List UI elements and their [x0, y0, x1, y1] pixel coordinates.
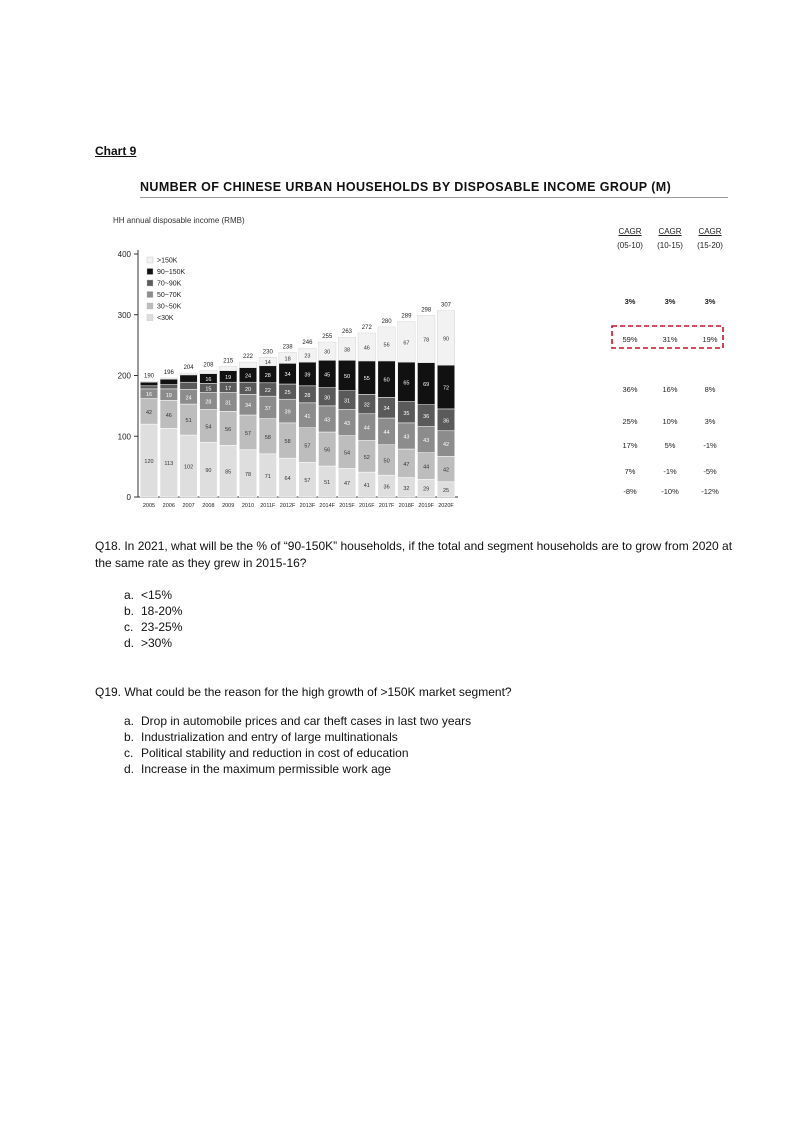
segment-label: 36: [442, 418, 450, 425]
cagr-value: 10%: [662, 417, 678, 426]
segment-label: 17: [225, 385, 232, 392]
q19-option-b[interactable]: [124, 730, 398, 744]
bar-segment: [160, 385, 178, 389]
segment-label: 18: [284, 356, 291, 363]
q19-text: Q19. What could be the reason for the high growth of >150K market segment?: [95, 685, 512, 699]
segment-label: 37: [264, 405, 271, 412]
cagr-value: 5%: [664, 441, 676, 450]
segment-label: 42: [145, 409, 153, 416]
segment-label: 41: [363, 483, 370, 490]
segment-label: 64: [284, 476, 291, 483]
segment-label: 35: [403, 410, 410, 417]
bar-segment: [219, 366, 237, 370]
cagr-value: -10%: [661, 487, 679, 496]
segment-label: 113: [164, 461, 174, 468]
option-letter: d.: [124, 762, 135, 776]
cagr-header-label: CAGR: [658, 227, 682, 236]
y-tick-label: 400: [117, 250, 131, 259]
segment-label: 19: [165, 393, 172, 400]
segment-label: 34: [244, 403, 252, 410]
bar-total: 204: [183, 365, 194, 372]
segment-label: 43: [423, 438, 430, 445]
cagr-value: -1%: [663, 467, 677, 476]
cagr-value: 19%: [702, 335, 718, 344]
segment-label: 56: [324, 447, 331, 454]
segment-label: 44: [383, 429, 390, 436]
cagr-value: 36%: [622, 385, 638, 394]
segment-label: 39: [304, 372, 311, 379]
bar-segment: [180, 373, 198, 375]
x-tick-label: 2011F: [260, 503, 276, 509]
bar-total: 307: [440, 302, 452, 309]
x-tick-label: 2015F: [339, 503, 355, 509]
segment-label: 41: [304, 413, 311, 420]
segment-label: 30: [324, 349, 331, 356]
bar-segment: [160, 378, 178, 379]
option-text: 18-20%: [141, 604, 183, 618]
segment-label: 78: [423, 337, 430, 344]
cagr-value: 17%: [622, 441, 638, 450]
segment-label: 56: [383, 342, 390, 349]
x-tick-label: 2012F: [279, 503, 296, 509]
y-tick-label: 300: [117, 310, 131, 320]
segment-label: 28: [205, 399, 212, 406]
segment-label: 15: [205, 386, 212, 393]
segment-label: 52: [363, 454, 370, 461]
q19-option-d[interactable]: [124, 762, 391, 776]
segment-label: 36: [423, 414, 430, 421]
x-tick-label: 2008: [202, 503, 215, 509]
segment-label: 50: [383, 458, 390, 465]
x-tick-label: 2007: [182, 503, 195, 509]
cagr-value: -5%: [703, 467, 717, 476]
segment-label: 20: [244, 386, 252, 393]
segment-label: 85: [225, 469, 232, 476]
segment-label: 56: [225, 426, 232, 433]
segment-label: 31: [343, 398, 351, 405]
x-tick-label: 2010: [241, 503, 255, 509]
q19-option-c[interactable]: [124, 746, 409, 760]
segment-label: 65: [403, 380, 410, 387]
segment-label: 24: [185, 395, 192, 402]
segment-label: 23: [304, 353, 311, 360]
bar-total: 255: [322, 334, 333, 341]
segment-label: 36: [383, 484, 390, 491]
legend-label: 70~90K: [157, 280, 182, 288]
bar-total: 215: [223, 358, 234, 365]
cagr-value: 31%: [662, 335, 678, 344]
segment-label: 25: [284, 390, 291, 397]
option-letter: c.: [124, 746, 134, 760]
x-tick-label: 2009: [222, 503, 235, 509]
bar-total: 208: [203, 362, 214, 369]
x-tick-label: 2016F: [358, 503, 375, 509]
bar-segment: [140, 382, 158, 383]
y-tick-label: 200: [117, 371, 131, 381]
cagr-value: 8%: [704, 385, 716, 394]
segment-label: 31: [225, 400, 232, 407]
bar-total: 196: [163, 369, 174, 376]
cagr-value: 3%: [704, 417, 716, 426]
segment-label: 67: [403, 340, 410, 347]
cagr-value: 3%: [704, 297, 716, 306]
x-tick-label: 2019F: [418, 503, 435, 509]
segment-label: 22: [264, 387, 271, 394]
bar-total: 230: [262, 349, 273, 356]
segment-label: 28: [304, 392, 311, 399]
cagr-header-period: (05-10): [617, 241, 643, 250]
cagr-value: 25%: [622, 417, 638, 426]
legend-label: 50~70K: [157, 292, 182, 299]
option-text: Increase in the maximum permissible work age: [141, 762, 392, 776]
bar-segment: [140, 386, 158, 389]
bar-segment: [239, 362, 257, 367]
segment-label: 44: [363, 425, 370, 432]
q19-option-a[interactable]: [124, 714, 471, 728]
bar-total: 190: [143, 373, 155, 380]
segment-label: 24: [244, 373, 252, 380]
segment-label: 30: [324, 395, 331, 402]
segment-label: 29: [423, 486, 430, 493]
x-tick-label: 2017F: [378, 503, 395, 509]
bar-total: 222: [242, 354, 254, 361]
segment-label: 47: [403, 461, 410, 468]
legend-swatch: [147, 315, 153, 321]
segment-label: 51: [324, 480, 331, 487]
bar-total: 298: [421, 307, 432, 314]
bar-segment: [180, 382, 198, 389]
segment-label: 58: [264, 434, 271, 441]
segment-label: 25: [442, 487, 450, 494]
cagr-value: 16%: [662, 385, 678, 394]
q18-text: Q18. In 2021, what will be the % of “90-150K” households, if the total and segment households are to grow from 2020 at the same rate as they grew in 2015-16?: [95, 539, 733, 570]
x-tick-label: 2020F: [438, 503, 454, 509]
segment-label: 34: [284, 372, 291, 379]
segment-label: 32: [363, 402, 370, 409]
option-letter: b.: [124, 604, 135, 618]
segment-label: 90: [442, 336, 450, 343]
q18-option-d[interactable]: [124, 636, 172, 650]
cagr-value: 7%: [624, 467, 636, 476]
segment-label: 46: [165, 412, 172, 419]
segment-label: 46: [363, 345, 370, 352]
q18-option-a[interactable]: [124, 588, 172, 602]
bar-segment: [160, 379, 178, 384]
bar-segment: [140, 382, 158, 386]
legend-label: <30K: [157, 315, 174, 322]
segment-label: 16: [205, 377, 212, 384]
segment-label: 58: [284, 439, 291, 446]
segment-label: 69: [423, 382, 430, 389]
segment-label: 14: [264, 360, 271, 367]
segment-label: 34: [383, 406, 390, 413]
option-letter: b.: [124, 730, 135, 744]
segment-label: 55: [363, 376, 370, 383]
legend-label: 90~150K: [157, 269, 186, 276]
segment-label: 90: [205, 468, 212, 475]
segment-label: 102: [184, 464, 194, 471]
segment-label: 47: [343, 481, 351, 488]
segment-label: 71: [264, 473, 271, 480]
option-text: <15%: [141, 588, 173, 602]
option-letter: d.: [124, 636, 135, 650]
segment-label: 44: [423, 464, 430, 471]
legend-label: 30~50K: [157, 303, 182, 311]
cagr-header-period: (10-15): [657, 241, 683, 250]
y-tick-label: 0: [126, 493, 131, 502]
chart-label: Chart 9: [95, 144, 137, 158]
segment-label: 54: [343, 450, 351, 457]
legend-swatch: [147, 292, 153, 298]
legend-swatch: [147, 257, 153, 263]
y-axis-caption: HH annual disposable income (RMB): [113, 216, 245, 225]
x-tick-label: 2014F: [319, 503, 336, 509]
cagr-value: 59%: [622, 335, 638, 344]
legend-swatch: [147, 269, 153, 275]
bar-total: 289: [401, 313, 412, 320]
segment-label: 28: [264, 372, 271, 379]
cagr-header-label: CAGR: [618, 227, 642, 236]
segment-label: 57: [244, 430, 252, 437]
segment-label: 45: [324, 372, 331, 379]
option-text: Political stability and reduction in cost of education: [141, 746, 409, 760]
cagr-header-label: CAGR: [698, 227, 722, 236]
segment-label: 16: [145, 392, 153, 399]
bar-total: 280: [381, 318, 392, 325]
segment-label: 32: [403, 485, 410, 492]
bar-total: 272: [361, 324, 372, 331]
x-tick-label: 2013F: [299, 503, 316, 509]
x-tick-label: 2005: [142, 503, 156, 509]
option-letter: a.: [124, 588, 135, 602]
bar-total: 246: [302, 340, 313, 347]
stacked-bar-chart: [0, 0, 800, 520]
option-letter: c.: [124, 620, 134, 634]
bar-total: 238: [282, 344, 293, 351]
segment-label: 50: [343, 374, 351, 380]
segment-label: 60: [383, 377, 390, 384]
segment-label: 19: [225, 374, 232, 381]
legend-swatch: [147, 303, 153, 309]
option-text: Drop in automobile prices and car theft cases in last two years: [141, 714, 472, 728]
cagr-value: 3%: [664, 297, 676, 306]
segment-label: 54: [205, 424, 212, 431]
cagr-value: -12%: [701, 487, 719, 496]
x-tick-label: 2018F: [398, 503, 415, 509]
x-tick-label: 2006: [162, 503, 175, 509]
segment-label: 57: [304, 478, 311, 485]
y-tick-label: 100: [117, 432, 131, 442]
legend-label: >150K: [157, 257, 178, 265]
bar-total: 263: [341, 329, 353, 336]
segment-label: 72: [442, 385, 450, 392]
cagr-value: -1%: [703, 441, 717, 450]
segment-label: 51: [185, 418, 192, 425]
bar-segment: [180, 375, 198, 382]
segment-label: 43: [324, 417, 331, 424]
segment-label: 78: [244, 471, 252, 478]
bar-segment: [200, 371, 218, 374]
segment-label: 57: [304, 443, 311, 450]
segment-label: 42: [442, 442, 450, 449]
segment-label: 43: [403, 434, 410, 441]
segment-label: 42: [442, 467, 450, 474]
option-text: >30%: [141, 636, 173, 650]
cagr-value: 3%: [624, 297, 636, 306]
option-text: Industrialization and entry of large multinationals: [141, 730, 398, 744]
segment-label: 43: [343, 421, 351, 428]
segment-label: 120: [144, 459, 154, 466]
q18-option-b[interactable]: [124, 604, 182, 618]
segment-label: 38: [343, 347, 351, 354]
chart-title: NUMBER OF CHINESE URBAN HOUSEHOLDS BY DISPOSABLE INCOME GROUP (M): [140, 180, 672, 194]
cagr-header-period: (15-20): [697, 241, 723, 250]
cagr-value: -8%: [623, 487, 637, 496]
q18-option-c[interactable]: [124, 620, 182, 634]
option-text: 23-25%: [141, 620, 183, 634]
segment-label: 39: [284, 409, 291, 416]
legend-swatch: [147, 280, 153, 286]
option-letter: a.: [124, 714, 135, 728]
